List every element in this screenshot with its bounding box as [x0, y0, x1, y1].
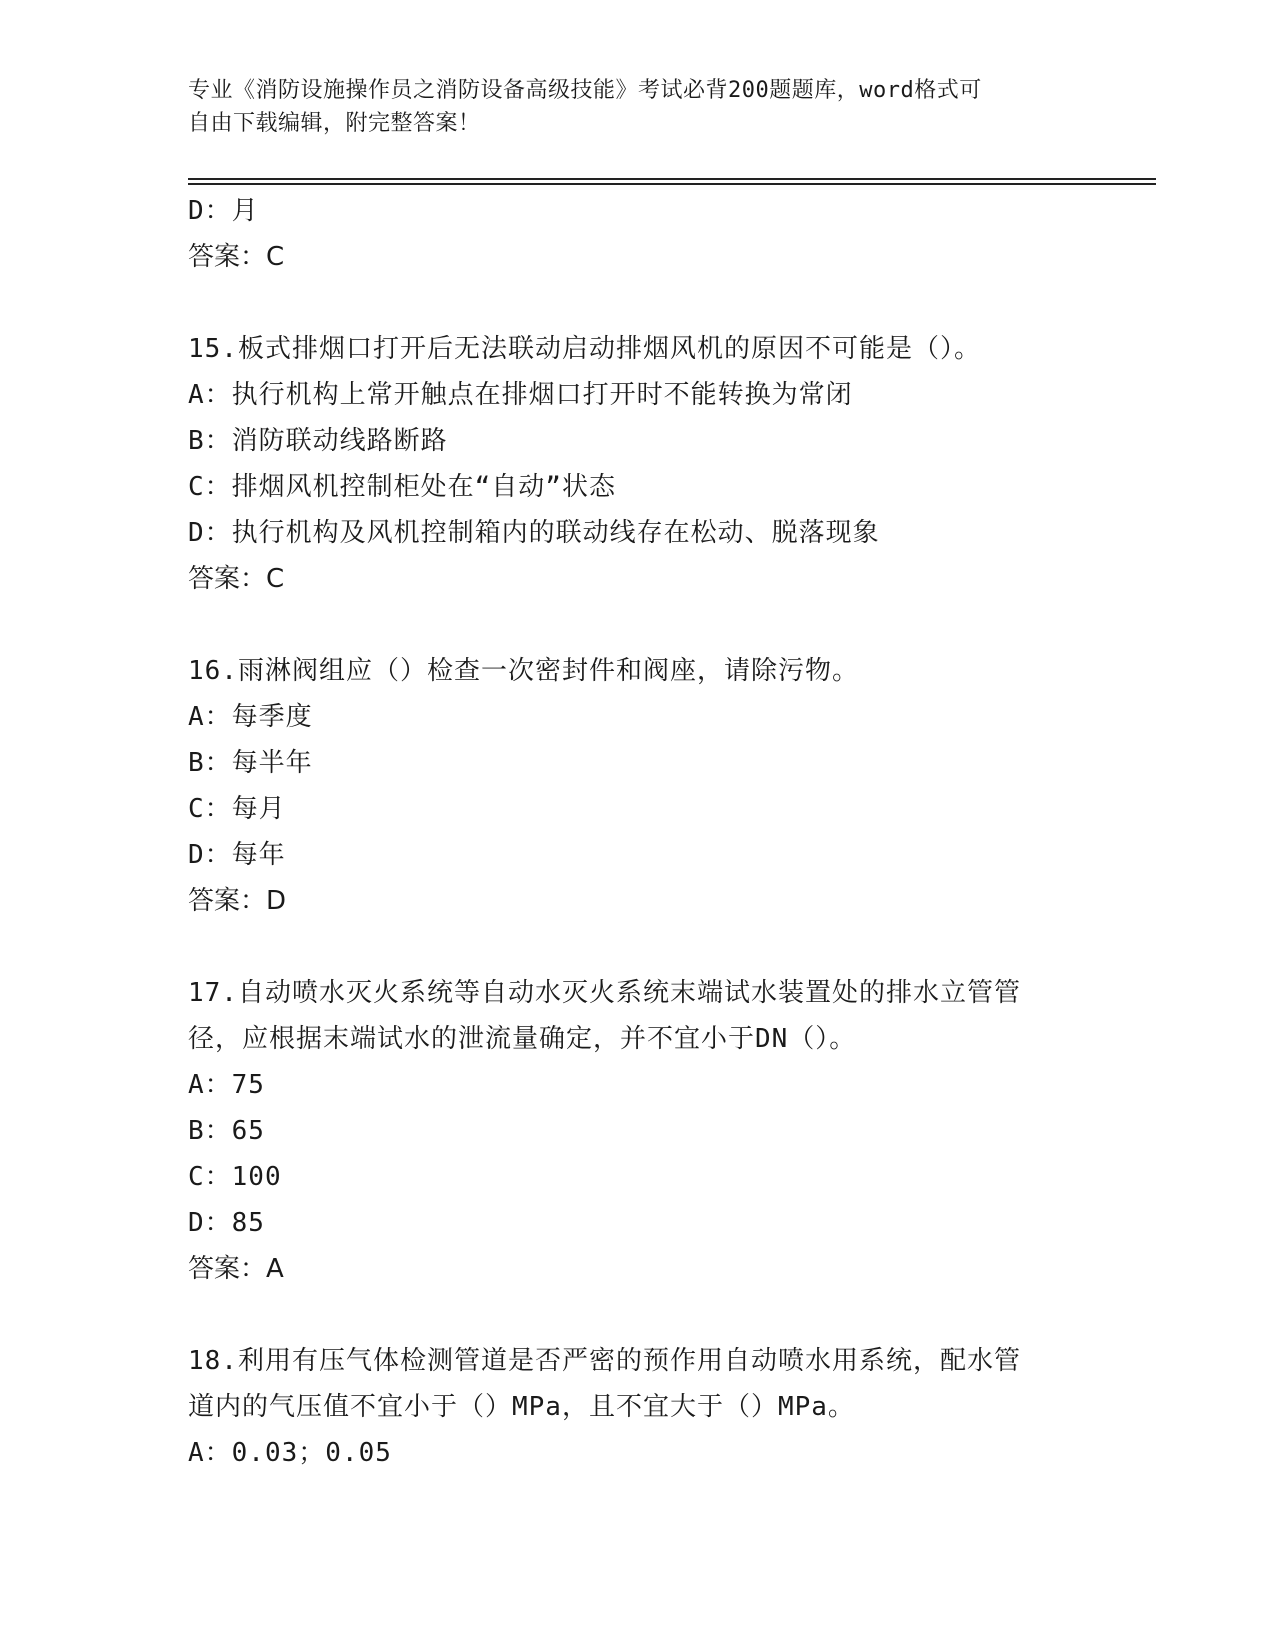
- question-15-option-d: D：执行机构及风机控制箱内的联动线存在松动、脱落现象: [188, 518, 880, 548]
- question-17-stem-line-1: 17.自动喷水灭火系统等自动水灭火系统末端试水装置处的排水立管管: [188, 978, 1021, 1008]
- question-17-option-b: B：65: [188, 1116, 265, 1146]
- prev-answer: 答案：C: [188, 242, 285, 272]
- question-list: [188, 188, 1088, 1476]
- question-15-option-a: A：执行机构上常开触点在排烟口打开时不能转换为常闭: [188, 380, 853, 410]
- question-18-stem-line-1: 18.利用有压气体检测管道是否严密的预作用自动喷水用系统，配水管: [188, 1346, 1021, 1376]
- question-17-option-d: D：85: [188, 1208, 265, 1238]
- question-17-option-c: C：100: [188, 1162, 282, 1192]
- prev-option-d: D：月: [188, 196, 259, 226]
- question-16-option-c: C：每月: [188, 794, 286, 824]
- question-15-answer: 答案：C: [188, 564, 285, 594]
- question-16-option-a: A：每季度: [188, 702, 313, 732]
- question-17-answer: 答案：A: [188, 1254, 284, 1284]
- question-16-stem: 16.雨淋阀组应（）检查一次密封件和阀座，请除污物。: [188, 656, 859, 686]
- question-18-option-a: A：0.03；0.05: [188, 1438, 392, 1468]
- header-title-line-2: 自由下载编辑，附完整答案！: [188, 111, 481, 136]
- question-16-option-d: D：每年: [188, 840, 286, 870]
- spacer: [188, 924, 1088, 970]
- document-header: [188, 74, 1088, 140]
- header-title-line-1: 专业《消防设施操作员之消防设备高级技能》考试必背200题题库，word格式可: [188, 78, 982, 103]
- question-15-stem: 15.板式排烟口打开后无法联动启动排烟风机的原因不可能是（）。: [188, 334, 981, 364]
- question-18-stem-line-2: 道内的气压值不宜小于（）MPa，且不宜大于（）MPa。: [188, 1392, 855, 1422]
- question-17-option-a: A：75: [188, 1070, 265, 1100]
- header-divider-bottom: [188, 183, 1156, 185]
- question-15-option-b: B：消防联动线路断路: [188, 426, 448, 456]
- spacer: [188, 280, 1088, 326]
- spacer: [188, 602, 1088, 648]
- spacer: [188, 1292, 1088, 1338]
- question-17-stem-line-2: 径，应根据末端试水的泄流量确定，并不宜小于DN（）。: [188, 1024, 857, 1054]
- question-16-option-b: B：每半年: [188, 748, 313, 778]
- header-divider-top: [188, 178, 1156, 180]
- question-16-answer: 答案：D: [188, 886, 287, 916]
- question-15-option-c: C：排烟风机控制柜处在“自动”状态: [188, 472, 616, 502]
